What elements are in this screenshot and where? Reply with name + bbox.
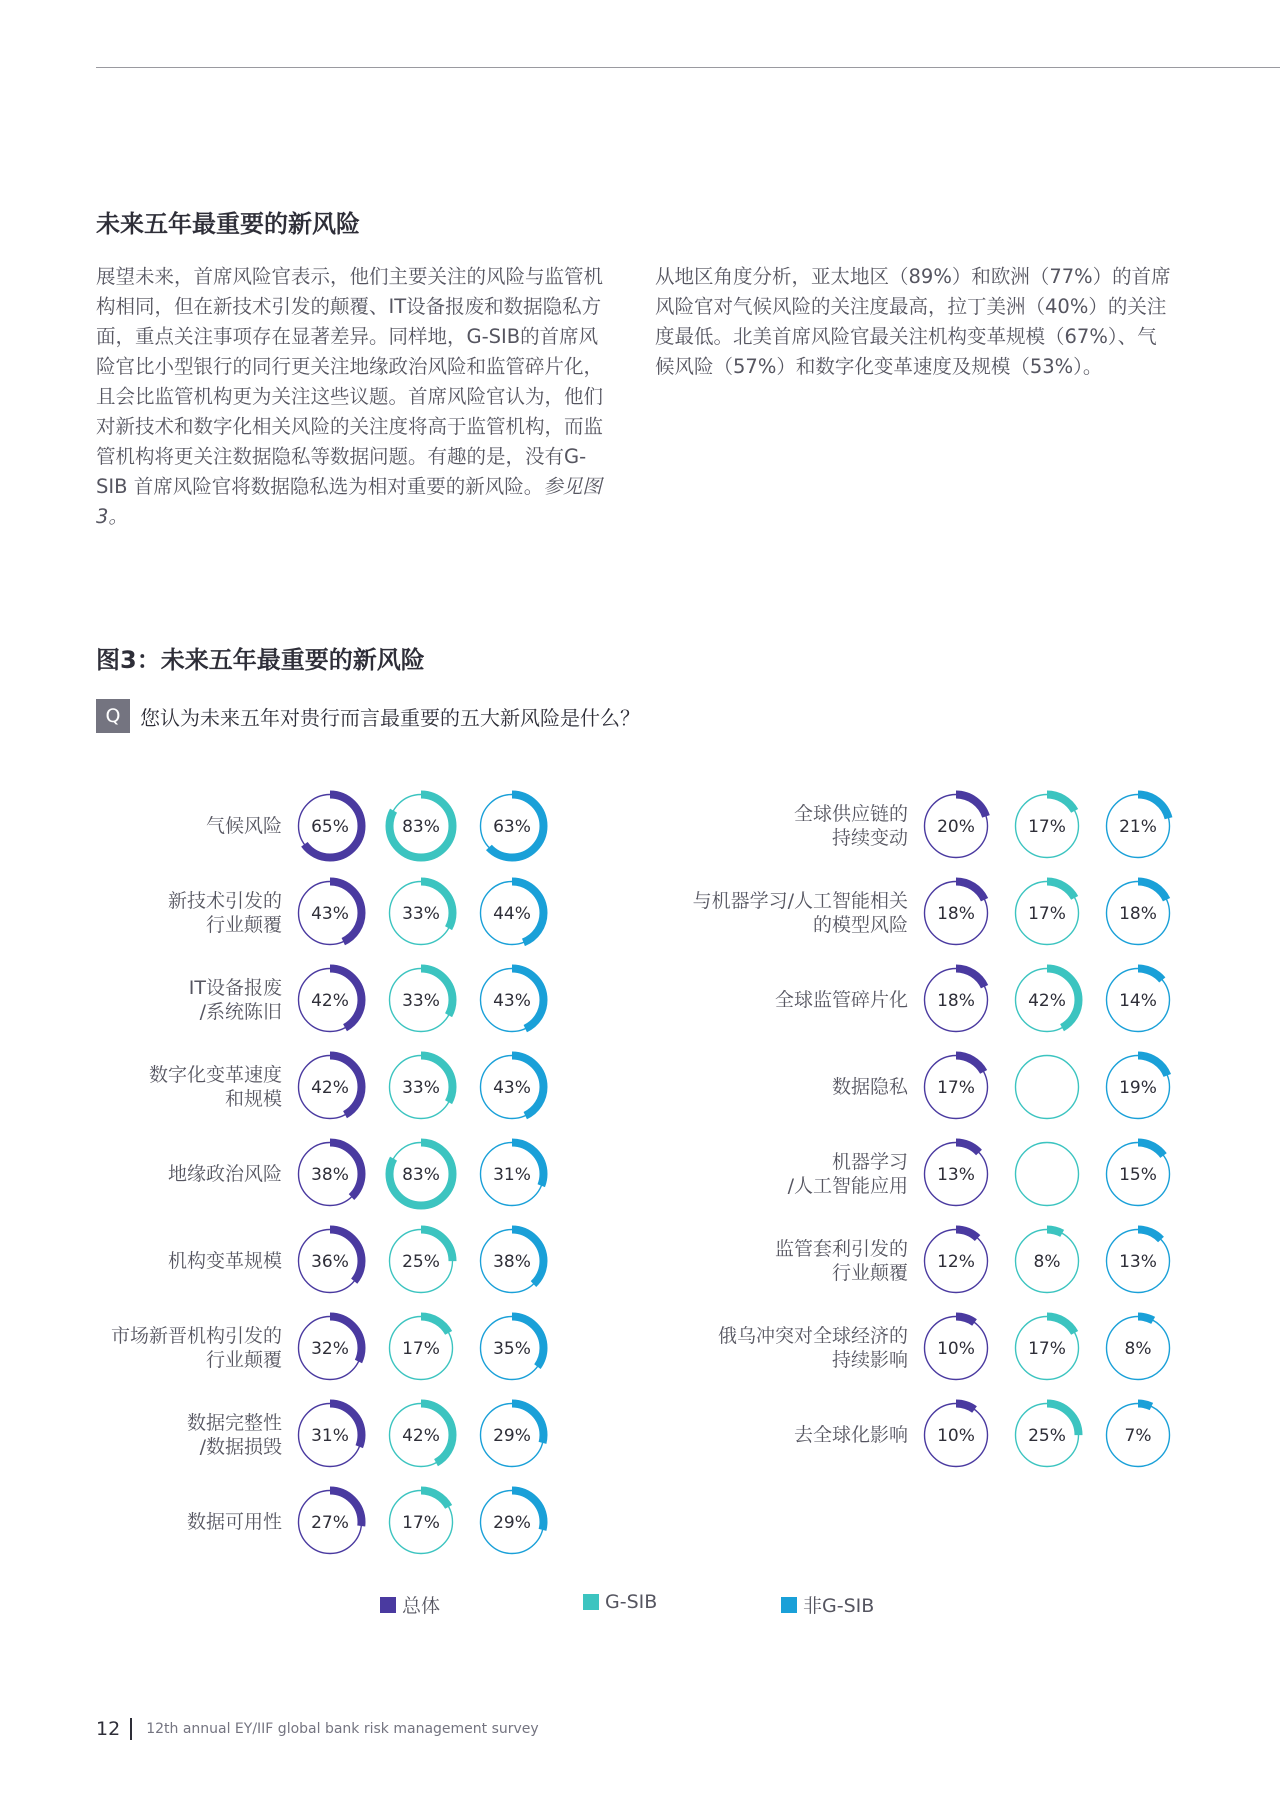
donut-value-label: 33% bbox=[402, 991, 440, 1011]
donut-value-label: 44% bbox=[493, 904, 531, 924]
donut-value-label: 38% bbox=[493, 1252, 531, 1272]
donut-value-label: 10% bbox=[937, 1426, 975, 1446]
donut-value-label: 29% bbox=[493, 1426, 531, 1446]
legend-label: 非G-SIB bbox=[803, 1595, 875, 1617]
risk-label-line: 和规模 bbox=[224, 1088, 282, 1110]
legend-item-overall bbox=[380, 1591, 440, 1618]
risk-label-right-0 bbox=[794, 802, 908, 850]
donut-value-label: 43% bbox=[311, 904, 349, 924]
donut-value-label: 31% bbox=[311, 1426, 349, 1446]
donut-value-label: 18% bbox=[937, 904, 975, 924]
legend-swatch bbox=[380, 1597, 396, 1613]
donut-value-label: 83% bbox=[402, 817, 440, 837]
risk-label-line: 行业颠覆 bbox=[831, 1262, 908, 1284]
risk-label-right-3 bbox=[832, 1075, 908, 1099]
donut-right-5-gsib bbox=[1011, 1225, 1083, 1297]
donut-left-0-gsib bbox=[385, 790, 457, 862]
risk-label-line: 市场新晋机构引发的 bbox=[110, 1325, 282, 1347]
risk-label-line: 俄乌冲突对全球经济的 bbox=[717, 1325, 908, 1347]
donut-right-4-nongsib bbox=[1102, 1138, 1174, 1210]
top-rule bbox=[96, 67, 1280, 68]
donut-value-label: 8% bbox=[1033, 1252, 1061, 1272]
donut-value-label: 43% bbox=[493, 991, 531, 1011]
risk-label-line: 数据可用性 bbox=[186, 1511, 282, 1533]
donut-value-label: 17% bbox=[1028, 904, 1066, 924]
donut-right-3-gsib bbox=[1011, 1051, 1083, 1123]
risk-label-right-4 bbox=[788, 1150, 908, 1198]
intro-left-text: 展望未来，首席风险官表示，他们主要关注的风险与监管机构相同，但在新技术引发的颠覆、IT设备报废和数据隐私方面，重点关注事项存在显著差异。同样地，G-SIB的首席风险官比小型银行的同行更关注地缘政治风险和监管碎片化，且会比监管机构更为关注这些议题。首席风险官认为，他们对新技术和数字化相关风险的关注度将高于监管机构，而监管机构将更关注数据隐私等数据问题。有趣的是，没有G-SIB 首席风险官将数据隐私选为相对重要的新风险。 bbox=[96, 265, 604, 498]
donut-value-label: 27% bbox=[311, 1513, 349, 1533]
figure-title: 图3：未来五年最重要的新风险 bbox=[96, 646, 425, 674]
risk-label-line: /数据损毁 bbox=[199, 1436, 282, 1458]
donut-left-2-overall bbox=[294, 964, 366, 1036]
donut-right-5-nongsib bbox=[1102, 1225, 1174, 1297]
donut-right-6-nongsib bbox=[1102, 1312, 1174, 1384]
donut-left-5-gsib bbox=[385, 1225, 457, 1297]
donut-left-5-overall bbox=[294, 1225, 366, 1297]
risk-label-left-2 bbox=[189, 976, 282, 1024]
donut-left-1-nongsib bbox=[476, 877, 548, 949]
risk-label-left-6 bbox=[111, 1324, 282, 1372]
donut-track bbox=[1016, 1143, 1079, 1206]
intro-paragraph-left bbox=[96, 262, 616, 532]
donut-value-label: 42% bbox=[311, 991, 349, 1011]
risk-label-line: 与机器学习/人工智能相关 bbox=[692, 890, 908, 912]
risk-label-left-4 bbox=[168, 1162, 282, 1186]
donut-right-7-overall bbox=[920, 1399, 992, 1471]
donut-left-4-overall bbox=[294, 1138, 366, 1210]
donut-value-label: 36% bbox=[311, 1252, 349, 1272]
risk-label-left-1 bbox=[168, 889, 282, 937]
question-text: 您认为未来五年对贵行而言最重要的五大新风险是什么？ bbox=[140, 705, 640, 730]
donut-right-5-overall bbox=[920, 1225, 992, 1297]
risk-label-left-7 bbox=[187, 1411, 282, 1459]
section-title: 未来五年最重要的新风险 bbox=[96, 210, 360, 238]
donut-value-label: 12% bbox=[937, 1252, 975, 1272]
donut-value-label: 15% bbox=[1119, 1165, 1157, 1185]
donut-left-8-overall bbox=[294, 1486, 366, 1558]
donut-value-label: 33% bbox=[402, 904, 440, 924]
donut-left-7-gsib bbox=[385, 1399, 457, 1471]
risk-label-line: 持续影响 bbox=[831, 1349, 908, 1371]
risk-label-line: 数据完整性 bbox=[186, 1412, 282, 1434]
donut-track bbox=[1016, 1056, 1079, 1119]
donut-left-0-overall bbox=[294, 790, 366, 862]
donut-value-label: 31% bbox=[493, 1165, 531, 1185]
donut-left-8-nongsib bbox=[476, 1486, 548, 1558]
donut-value-label: 29% bbox=[493, 1513, 531, 1533]
donut-right-1-gsib bbox=[1011, 877, 1083, 949]
risk-label-line: /系统陈旧 bbox=[199, 1001, 282, 1023]
page-number: 12 bbox=[96, 1718, 121, 1740]
donut-right-3-overall bbox=[920, 1051, 992, 1123]
risk-label-left-5 bbox=[168, 1249, 282, 1273]
donut-value-label: 18% bbox=[937, 991, 975, 1011]
intro-paragraph-right: 从地区角度分析，亚太地区（89%）和欧洲（77%）的首席风险官对气候风险的关注度最高，拉丁美洲（40%）的关注度最低。北美首席风险官最关注机构变革规模（67%）、气候风险（57%）和数字化变革速度及规模（53%）。 bbox=[655, 265, 1171, 378]
risk-label-line: IT设备报废 bbox=[188, 977, 282, 999]
risk-label-line: /人工智能应用 bbox=[787, 1175, 908, 1197]
donut-value-label: 38% bbox=[311, 1165, 349, 1185]
donut-value-label: 21% bbox=[1119, 817, 1157, 837]
donut-value-label: 17% bbox=[1028, 817, 1066, 837]
risk-label-line: 机构变革规模 bbox=[167, 1250, 282, 1272]
footer-separator bbox=[130, 1718, 132, 1740]
figure-reference: 参见图 3。 bbox=[96, 475, 602, 528]
donut-left-6-nongsib bbox=[476, 1312, 548, 1384]
donut-value-label: 42% bbox=[311, 1078, 349, 1098]
donut-left-7-nongsib bbox=[476, 1399, 548, 1471]
donut-right-0-gsib bbox=[1011, 790, 1083, 862]
legend-item-nongsib bbox=[781, 1591, 874, 1618]
publication-title: 12th annual EY/IIF global bank risk management survey bbox=[146, 1721, 539, 1737]
donut-left-7-overall bbox=[294, 1399, 366, 1471]
legend-swatch bbox=[583, 1594, 599, 1610]
donut-value-label: 14% bbox=[1119, 991, 1157, 1011]
risk-label-line: 气候风险 bbox=[205, 815, 282, 837]
question-badge: Q bbox=[96, 699, 130, 733]
donut-right-2-overall bbox=[920, 964, 992, 1036]
donut-right-1-nongsib bbox=[1102, 877, 1174, 949]
risk-label-right-7 bbox=[794, 1423, 908, 1447]
donut-right-7-gsib bbox=[1011, 1399, 1083, 1471]
donut-value-label: 8% bbox=[1124, 1339, 1152, 1359]
donut-value-label: 17% bbox=[937, 1078, 975, 1098]
question-row bbox=[96, 699, 640, 733]
donut-left-5-nongsib bbox=[476, 1225, 548, 1297]
risk-label-line: 全球供应链的 bbox=[793, 803, 908, 825]
donut-value-label: 17% bbox=[1028, 1339, 1066, 1359]
donut-value-label: 13% bbox=[937, 1165, 975, 1185]
risk-label-right-2 bbox=[775, 988, 908, 1012]
donut-value-label: 19% bbox=[1119, 1078, 1157, 1098]
risk-label-line: 新技术引发的 bbox=[167, 890, 282, 912]
donut-value-label: 20% bbox=[937, 817, 975, 837]
risk-label-line: 数据隐私 bbox=[831, 1076, 908, 1098]
risk-label-line: 机器学习 bbox=[831, 1151, 908, 1173]
donut-right-0-overall bbox=[920, 790, 992, 862]
risk-label-line: 地缘政治风险 bbox=[167, 1163, 282, 1185]
risk-label-right-1 bbox=[693, 889, 908, 937]
legend-swatch bbox=[781, 1597, 797, 1613]
donut-value-label: 25% bbox=[1028, 1426, 1066, 1446]
donut-left-1-gsib bbox=[385, 877, 457, 949]
donut-value-label: 42% bbox=[402, 1426, 440, 1446]
chart-legend bbox=[0, 1588, 1280, 1618]
donut-right-0-nongsib bbox=[1102, 790, 1174, 862]
legend-label: G-SIB bbox=[605, 1591, 658, 1613]
donut-right-6-overall bbox=[920, 1312, 992, 1384]
risk-label-line: 持续变动 bbox=[831, 827, 908, 849]
donut-left-8-gsib bbox=[385, 1486, 457, 1558]
donut-right-4-overall bbox=[920, 1138, 992, 1210]
donut-value-label: 25% bbox=[402, 1252, 440, 1272]
footer bbox=[96, 1718, 539, 1740]
risk-label-line: 全球监管碎片化 bbox=[774, 989, 908, 1011]
risk-label-line: 数字化变革速度 bbox=[148, 1064, 282, 1086]
donut-left-4-nongsib bbox=[476, 1138, 548, 1210]
risk-label-line: 行业颠覆 bbox=[205, 1349, 282, 1371]
donut-value-label: 17% bbox=[402, 1339, 440, 1359]
donut-left-2-nongsib bbox=[476, 964, 548, 1036]
donut-value-label: 33% bbox=[402, 1078, 440, 1098]
donut-value-label: 43% bbox=[493, 1078, 531, 1098]
donut-right-7-nongsib bbox=[1102, 1399, 1174, 1471]
legend-item-gsib bbox=[583, 1591, 657, 1613]
donut-right-1-overall bbox=[920, 877, 992, 949]
risk-label-line: 去全球化影响 bbox=[793, 1424, 908, 1446]
risk-label-left-3 bbox=[149, 1063, 282, 1111]
donut-value-label: 17% bbox=[402, 1513, 440, 1533]
donut-value-label: 83% bbox=[402, 1165, 440, 1185]
donut-value-label: 63% bbox=[493, 817, 531, 837]
donut-left-4-gsib bbox=[385, 1138, 457, 1210]
donut-left-3-overall bbox=[294, 1051, 366, 1123]
donut-left-1-overall bbox=[294, 877, 366, 949]
donut-right-6-gsib bbox=[1011, 1312, 1083, 1384]
donut-value-label: 10% bbox=[937, 1339, 975, 1359]
risk-label-line: 行业颠覆 bbox=[205, 914, 282, 936]
donut-right-4-gsib bbox=[1011, 1138, 1083, 1210]
donut-right-3-nongsib bbox=[1102, 1051, 1174, 1123]
donut-left-3-gsib bbox=[385, 1051, 457, 1123]
donut-value-label: 7% bbox=[1124, 1426, 1152, 1446]
risk-label-line: 监管套利引发的 bbox=[774, 1238, 908, 1260]
donut-left-0-nongsib bbox=[476, 790, 548, 862]
donut-left-2-gsib bbox=[385, 964, 457, 1036]
donut-right-2-nongsib bbox=[1102, 964, 1174, 1036]
donut-value-label: 65% bbox=[311, 817, 349, 837]
donut-value-label: 18% bbox=[1119, 904, 1157, 924]
donut-left-6-overall bbox=[294, 1312, 366, 1384]
legend-label: 总体 bbox=[402, 1595, 441, 1617]
risk-label-line: 的模型风险 bbox=[812, 914, 908, 936]
donut-value-label: 35% bbox=[493, 1339, 531, 1359]
donut-left-6-gsib bbox=[385, 1312, 457, 1384]
donut-right-2-gsib bbox=[1011, 964, 1083, 1036]
donut-left-3-nongsib bbox=[476, 1051, 548, 1123]
risk-label-right-5 bbox=[775, 1237, 908, 1285]
risk-label-left-0 bbox=[206, 814, 282, 838]
donut-value-label: 13% bbox=[1119, 1252, 1157, 1272]
donut-value-label: 42% bbox=[1028, 991, 1066, 1011]
donut-value-label: 32% bbox=[311, 1339, 349, 1359]
risk-label-left-8 bbox=[187, 1510, 282, 1534]
risk-label-right-6 bbox=[718, 1324, 908, 1372]
